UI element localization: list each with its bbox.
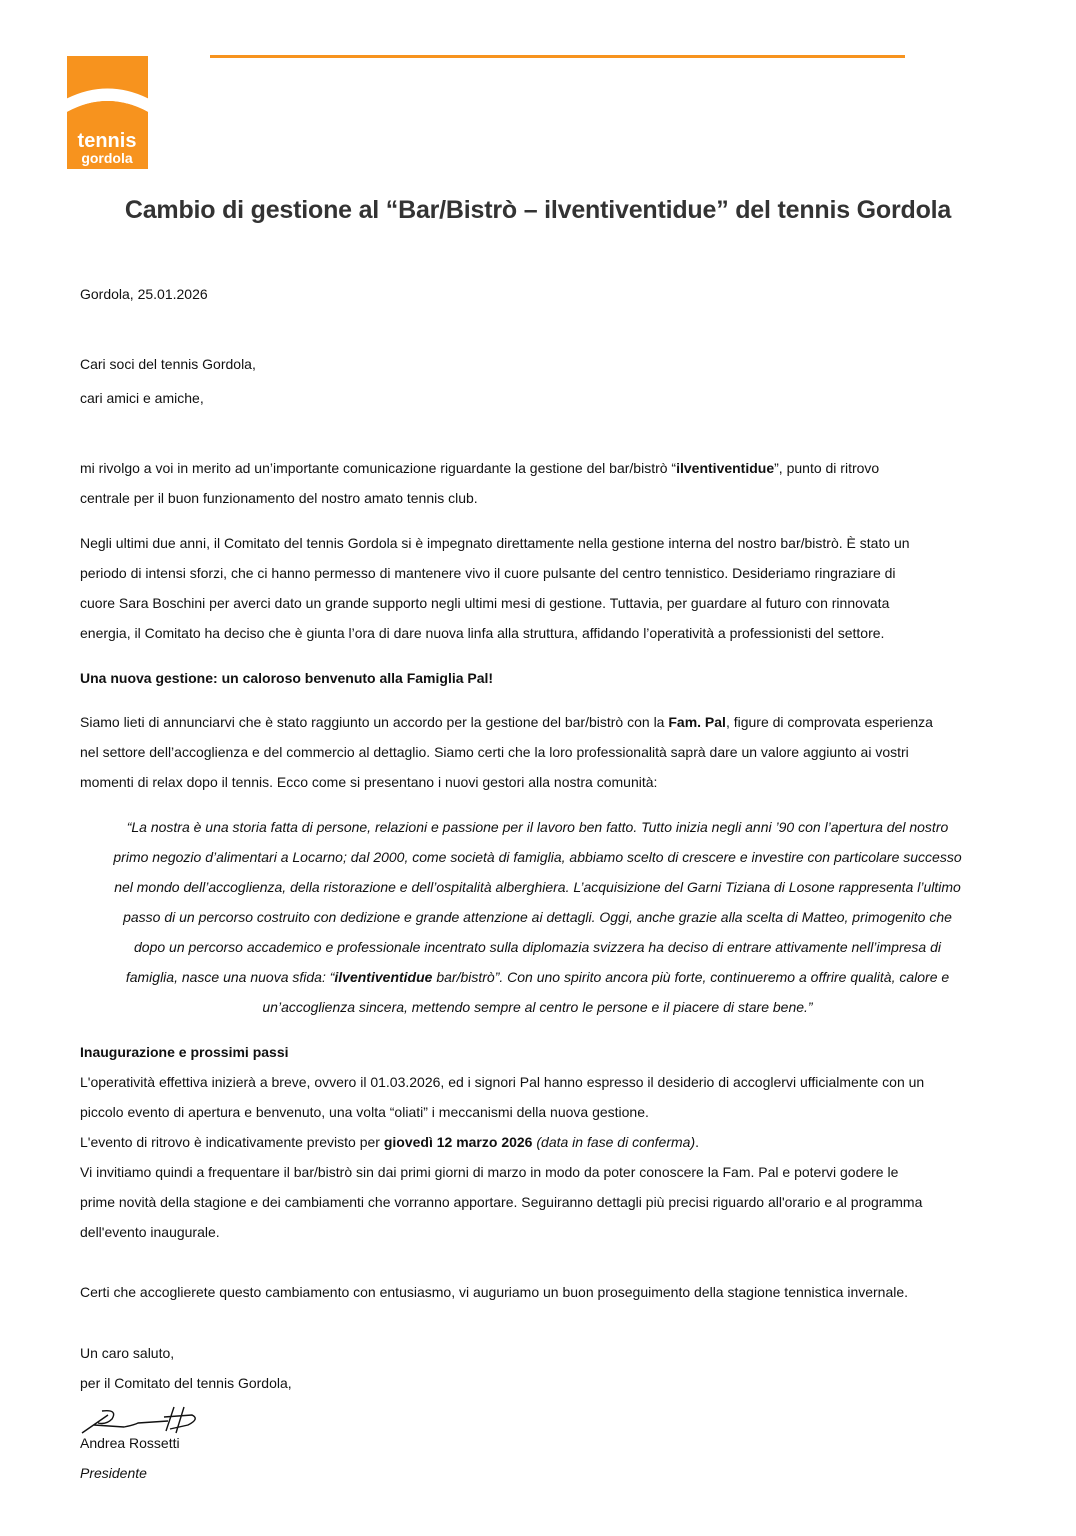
event-date-note: (data in fase di conferma): [532, 1134, 696, 1150]
greeting-line-1: Cari soci del tennis Gordola,: [80, 356, 256, 372]
salutation-line-2: per il Comitato del tennis Gordola,: [80, 1375, 292, 1391]
greeting-line-2: cari amici e amiche,: [80, 390, 204, 406]
event-text-a: L'evento di ritrovo è indicativamente previsto per: [80, 1134, 384, 1150]
paragraph-line: piccolo evento di apertura e benvenuto, una volta “oliati” i meccanismi della nuova gestione.: [80, 1104, 649, 1120]
paragraph-line: periodo di intensi sforzi, che ci hanno permesso di mantenere vivo il cuore pulsante del centro tennistico. Desideriamo ringraziare di: [80, 565, 896, 581]
signer-role: Presidente: [80, 1465, 147, 1481]
paragraph-announcement: [80, 707, 995, 797]
fam-pal-bold: Fam. Pal: [668, 714, 726, 730]
intro-paragraph: [80, 453, 995, 513]
brand-name-regular: ilventi: [676, 460, 717, 476]
section-heading-text: Inaugurazione e prossimi passi: [80, 1044, 289, 1060]
brand-name-bold: ventidue: [716, 460, 775, 476]
salutation-line-1: Un caro saluto,: [80, 1345, 175, 1361]
paragraph-line: nel settore dell’accoglienza e del commercio al dettaglio. Siamo certi che la loro professionalità saprà dare un valore aggiunto ai vostri: [80, 744, 909, 760]
page-title: Cambio di gestione al “Bar/Bistrò – ilventiventidue” del tennis Gordola: [124, 196, 952, 224]
paragraph-line: Negli ultimi due anni, il Comitato del tennis Gordola si è impegnato direttamente nella gestione interna del nostro bar/bistrò. È stato un: [80, 535, 910, 551]
header-rule: [210, 55, 905, 58]
quote-brand-regular: ilventi: [334, 969, 375, 985]
logo-text-gordola: gordola: [81, 150, 133, 166]
quote-line: nel mondo dell’accoglienza, della ristorazione e dell’ospitalità alberghiera. L’acquisizione del Garni Tiziana di Losone rappresenta l’ultimo: [114, 879, 961, 895]
paragraph-inauguration: [80, 1067, 995, 1247]
paragraph-line: cuore Sara Boschini per averci dato un grande supporto negli ultimi mesi di gestione. Tuttavia, per guardare al futuro con rinnovata: [80, 595, 890, 611]
logo-text-tennis: tennis: [77, 130, 137, 152]
signer-name: Andrea Rossetti: [80, 1435, 180, 1451]
quote-line-6b: bar/bistrò”. Con uno spirito ancora più forte, continueremo a offrire qualità, calore e: [432, 969, 950, 985]
tennis-gordola-logo: [67, 56, 148, 169]
paragraph-line: dell'evento inaugurale.: [80, 1224, 220, 1240]
announcement-text-a: Siamo lieti di annunciarvi che è stato raggiunto un accordo per la gestione del bar/bistrò con la: [80, 714, 669, 730]
quote-line: dopo un percorso accademico e professionale incentrato sulla diplomazia svizzera ha deciso di entrare attivamente nell’impresa di: [134, 939, 941, 955]
paragraph-line: L'operatività effettiva inizierà a breve, ovvero il 01.03.2026, ed i signori Pal hanno espresso il desiderio di accoglervi ufficialmente con un: [80, 1074, 925, 1090]
quote-line: primo negozio d’alimentari a Locarno; dal 2000, come società di famiglia, abbiamo scelto di crescere e investire con particolare successo: [113, 849, 962, 865]
paragraph-line: energia, il Comitato ha deciso che è giunta l’ora di dare nuova linfa alla struttura, affidando l’operatività a professionisti del settore.: [80, 625, 885, 641]
paragraph-line: Vi invitiamo quindi a frequentare il bar/bistrò sin dai primi giorni di marzo in modo da poter conoscere la Fam. Pal e potervi godere le: [80, 1164, 899, 1180]
section-heading-text: Una nuova gestione: un caloroso benvenuto alla Famiglia Pal!: [80, 670, 494, 686]
intro-text-c: centrale per il buon funzionamento del nostro amato tennis club.: [80, 490, 478, 506]
paragraph-line: momenti di relax dopo il tennis. Ecco come si presentano i nuovi gestori alla nostra comunità:: [80, 774, 658, 790]
date-line: Gordola, 25.01.2026: [80, 286, 208, 302]
closing-paragraph: Certi che accoglierete questo cambiamento con entusiasmo, vi auguriamo un buon proseguimento della stagione tennistica invernale.: [80, 1284, 909, 1300]
section-heading-new-management: [80, 663, 995, 693]
paragraph-line: prime novità della stagione e dei cambiamenti che vorranno apportare. Seguiranno dettagli più precisi riguardo all'orario e al programma: [80, 1194, 923, 1210]
quote-line: un’accoglienza sincera, mettendo sempre al centro le persone e il piacere di stare bene.”: [262, 999, 813, 1015]
quote-line: passo di un percorso costruito con dedizione e grande attenzione ai dettagli. Oggi, anche grazie alla scelta di Matteo, primogenito che: [123, 909, 952, 925]
intro-text-a: mi rivolgo a voi in merito ad un’importante comunicazione riguardante la gestione del bar/bistrò “: [80, 460, 677, 476]
family-pal-quote: [80, 812, 995, 1022]
quote-brand-bold: ventidue: [374, 969, 433, 985]
quote-line: “La nostra è una storia fatta di persone, relazioni e passione per il lavoro ben fatto. Tutto inizia negli anni ’90 con l’apertura del nostro: [126, 819, 949, 835]
announcement-text-b: , figure di comprovata esperienza: [725, 714, 933, 730]
intro-text-b: ”, punto di ritrovo: [774, 460, 880, 476]
quote-line-6a: famiglia, nasce una nuova sfida: “: [125, 969, 335, 985]
paragraph-committee: [80, 528, 995, 648]
event-date-bold: giovedì 12 marzo 2026: [383, 1134, 533, 1150]
section-heading-inauguration: [80, 1037, 995, 1067]
event-text-b: .: [695, 1134, 700, 1150]
